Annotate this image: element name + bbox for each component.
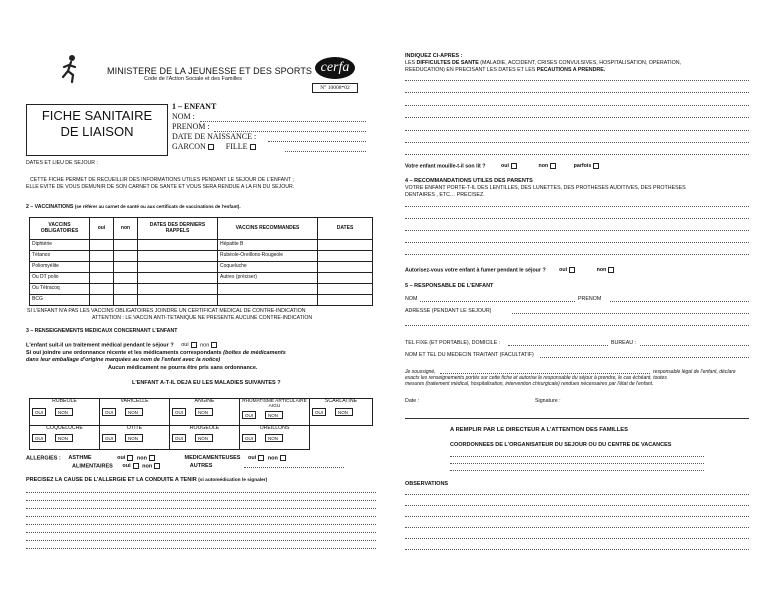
enfant-prenom-label: PRENOM : <box>172 122 210 131</box>
fumer-oui-checkbox[interactable] <box>569 267 575 273</box>
medic-oui-label: oui <box>248 455 257 462</box>
observations-line[interactable] <box>405 538 749 539</box>
mouille-oui-checkbox[interactable] <box>511 163 517 169</box>
maladie-oui-checkbox[interactable]: OUI <box>102 434 116 442</box>
allergie-line[interactable] <box>26 524 376 525</box>
allergies-label: ALLERGIES : <box>26 455 61 462</box>
enfant-naissance-label: DATE DE NAISSANCE : <box>172 132 257 141</box>
intro-line1: CETTE FICHE PERMET DE RECUEILLIR DES INFORMATIONS UTILES PENDANT LE SEJOUR DE L'ENFANT ; <box>30 177 294 183</box>
mouille-line <box>405 163 601 169</box>
resp-medecin-field[interactable] <box>540 357 749 358</box>
vac-cell[interactable] <box>90 273 114 284</box>
mouille-question: Votre enfant mouille-t-il son lit ? <box>405 163 486 170</box>
med-oui-checkbox[interactable] <box>191 342 197 348</box>
reco-line[interactable] <box>405 218 749 219</box>
difficulte-line[interactable] <box>405 105 749 106</box>
vac-reco-label: Hépatite B <box>218 240 318 251</box>
vac-cell[interactable] <box>138 251 218 262</box>
precautions-bold: PECAUTIONS A PRENDRE. <box>536 66 606 73</box>
vac-col-rappels: DATES DES DERNIERS RAPPELS <box>138 218 218 240</box>
vac-note: (se référer au carnet de santé ou aux certificats de vaccinations de l'enfant). <box>74 204 241 209</box>
resp-prenom-field[interactable] <box>610 301 749 302</box>
autres-field[interactable] <box>244 467 344 468</box>
vac-cell[interactable] <box>114 273 138 284</box>
difficulte-line[interactable] <box>405 117 749 118</box>
enfant-nom-label: NOM : <box>172 112 195 121</box>
allergie-line[interactable] <box>26 500 376 501</box>
vac-heading: 2 – VACCINATIONS <box>26 204 74 210</box>
reco-line[interactable] <box>405 206 749 207</box>
maladie-label: ROUGEOLE <box>189 425 220 431</box>
resp-nom-field[interactable] <box>420 301 575 302</box>
vac-reco-label: Autres (préciser) <box>218 273 318 284</box>
maladie-oui-checkbox[interactable]: OUI <box>32 434 46 442</box>
ministry-title: MINISTERE DE LA JEUNESSE ET DES SPORTS <box>107 66 313 76</box>
coordonnees-label: COORDONNEES DE L'ORGANISATEUR DU SEJOUR OU DU CENTRE DE VACANCES <box>450 442 672 448</box>
vac-cell[interactable] <box>90 240 114 251</box>
difficulte-line[interactable] <box>405 154 749 155</box>
observations-label: OBSERVATIONS <box>405 481 449 487</box>
reco-text1: VOTRE ENFANT PORTE-T-IL DES LENTILLES, DES LUNETTES, DES PROTHESES AUDITIVES, DES PROTHESES <box>405 185 686 191</box>
maladie-non-checkbox[interactable]: NON <box>125 434 143 442</box>
vac-cell[interactable] <box>318 262 373 273</box>
fumer-line <box>405 267 616 273</box>
reco-heading: 4 – RECOMMANDATIONS UTILES DES PARENTS <box>405 178 533 184</box>
observations-line[interactable] <box>405 516 749 517</box>
observations-line[interactable] <box>405 549 749 550</box>
cerfa-number: N° 10008*02 <box>312 83 358 93</box>
maladie-label: SCARLATINE <box>324 398 358 404</box>
allergie-line[interactable] <box>26 532 376 533</box>
vac-cell[interactable] <box>114 295 138 306</box>
maladies-table <box>29 398 373 450</box>
enfant-prenom-field[interactable] <box>214 131 366 132</box>
maladie-label: VARICELLE <box>120 398 149 404</box>
decl-line3: mesures (traitement médical, hospitalisation, intervention chirurgicale) rendues nécessaires par l'état de l'enfant. <box>405 381 654 387</box>
decl-responsable: responsable légal de l'enfant, déclare <box>653 369 736 375</box>
observations-line[interactable] <box>405 505 749 506</box>
vac-col-dates: DATES <box>318 218 373 240</box>
maladie-non-checkbox[interactable]: NON <box>265 411 283 419</box>
vac-cell[interactable] <box>90 295 114 306</box>
medic-non-checkbox[interactable] <box>280 455 286 461</box>
alim-non-label: non <box>142 463 153 470</box>
vac-cell[interactable] <box>138 295 218 306</box>
vac-row-label: Tétanos <box>30 251 90 262</box>
vac-col-obligatoires: VACCINS OBLIGATOIRES <box>30 218 90 240</box>
vac-cell[interactable] <box>114 284 138 295</box>
vac-cell[interactable] <box>138 284 218 295</box>
med-heading: 3 – RENSEIGNEMENTS MEDICAUX CONCERNANT L'ENFANT <box>26 328 178 334</box>
enfant-naissance-field[interactable] <box>268 141 366 142</box>
med-oui-label: oui <box>181 342 189 349</box>
vac-col-recommandes: VACCINS RECOMMANDES <box>218 218 318 240</box>
mouille-parfois-checkbox[interactable] <box>593 163 599 169</box>
fumer-non-label: non <box>596 267 607 274</box>
difficultes-text2: REEDUCATION) EN PRECISANT LES DATES ET LES <box>405 66 536 73</box>
runner-logo <box>59 54 81 84</box>
resp-nom-label: NOM <box>405 296 418 302</box>
mouille-parfois-label: parfois <box>573 163 592 170</box>
reco-line[interactable] <box>405 254 749 255</box>
fille-checkbox[interactable] <box>250 144 256 150</box>
vac-cell[interactable] <box>90 251 114 262</box>
vac-footnote2: ATTENTION : LE VACCIN ANTI-TETANIQUE NE PRESENTE AUCUNE CONTRE-INDICATION <box>92 315 313 321</box>
allergies-block <box>26 455 288 471</box>
maladie-oui-checkbox[interactable]: OUI <box>242 411 256 419</box>
date-label: Date : <box>405 398 420 404</box>
vac-cell[interactable] <box>318 251 373 262</box>
difficulte-line[interactable] <box>405 80 749 81</box>
maladie-label: RHUMATISME ARTICULAIRE AIGU <box>242 399 307 409</box>
maladie-oui-checkbox[interactable]: OUI <box>312 408 326 416</box>
precisez-line <box>26 477 267 484</box>
allergie-line[interactable] <box>26 540 376 541</box>
mouille-oui-label: oui <box>501 163 509 170</box>
vac-row-label: Ou DT polio <box>30 273 90 284</box>
med-ordonnance: Si oui joindre une ordonnance récente et les médicaments correspondants <box>26 349 222 356</box>
coordonnees-line[interactable] <box>450 463 704 464</box>
medic-non-label: non <box>267 455 278 462</box>
vac-cell[interactable] <box>138 273 218 284</box>
vac-col-oui: oui <box>90 218 114 240</box>
fumer-question: Autorisez-vous votre enfant à fumer pendant le séjour ? <box>405 267 546 274</box>
precisez-label: PRECISEZ LA CAUSE DE L'ALLERGIE ET LA CONDUITE A TENIR <box>26 477 197 483</box>
indiquez-heading: INDIQUEZ CI-APRES : <box>405 53 463 59</box>
medic-oui-checkbox[interactable] <box>258 455 264 461</box>
maladie-label: ANGINE <box>194 398 215 404</box>
alim-oui-checkbox[interactable] <box>133 463 139 469</box>
maladie-label: OREILLONS <box>259 425 290 431</box>
title-box <box>26 104 168 156</box>
autres-label: AUTRES <box>189 463 213 470</box>
garcon-label: GARCON <box>172 142 206 151</box>
resp-adresse-field2[interactable] <box>405 325 749 326</box>
maladie-oui-checkbox[interactable]: OUI <box>172 434 186 442</box>
decl-line2: exacts les renseignements portés sur cette fiche et autorise le responsable du séjour à prendre, le cas échéant, toutes <box>405 375 667 381</box>
asthme-non-label: non <box>136 455 148 462</box>
med-block <box>26 342 286 372</box>
resp-tel-label: TEL FIXE (ET PORTABLE), DOMICILE : <box>405 340 501 346</box>
maladie-label: COQUELUCHE <box>46 425 83 431</box>
dates-sejour-label: DATES ET LIEU DE SEJOUR : <box>26 160 98 166</box>
alim-oui-label: oui <box>122 463 131 470</box>
coordonnees-line[interactable] <box>450 470 704 471</box>
maladie-label: RUBEOLE <box>52 398 77 404</box>
maladie-non-checkbox[interactable]: NON <box>125 408 143 416</box>
declaration-text <box>405 369 750 387</box>
maladie-oui-checkbox[interactable]: OUI <box>172 408 186 416</box>
vac-reco-label: Coqueluche <box>218 262 318 273</box>
title-line1: FICHE SANITAIRE <box>41 108 153 123</box>
vac-cell[interactable] <box>138 262 218 273</box>
vac-cell[interactable] <box>114 240 138 251</box>
difficultes-text <box>405 60 750 73</box>
vac-cell[interactable] <box>318 240 373 251</box>
alim-non-checkbox[interactable] <box>154 463 160 469</box>
vac-cell[interactable] <box>318 273 373 284</box>
enfant-heading: 1 – ENFANT <box>172 102 217 111</box>
directeur-rule <box>405 418 749 419</box>
maladie-non-checkbox[interactable]: NON <box>55 434 73 442</box>
enfant-section <box>172 102 258 152</box>
difficulte-line[interactable] <box>405 142 749 143</box>
coordonnees-line[interactable] <box>450 456 704 457</box>
alimentaires-label: ALIMENTAIRES <box>72 463 113 470</box>
med-non-checkbox[interactable] <box>211 342 217 348</box>
maladie-oui-checkbox[interactable]: OUI <box>102 408 116 416</box>
difficultes-les: LES <box>405 60 416 66</box>
fumer-non-checkbox[interactable] <box>608 267 614 273</box>
fille-label: FILLE <box>225 142 248 151</box>
ministry-code: Code de l'Action Sociale et des Familles <box>144 76 242 82</box>
cerfa-logo: cerfa <box>315 57 355 79</box>
asthme-oui-checkbox[interactable] <box>127 455 133 461</box>
vac-cell[interactable] <box>114 262 138 273</box>
difficulte-line[interactable] <box>405 130 749 131</box>
maladie-non-checkbox[interactable]: NON <box>195 408 213 416</box>
vac-cell[interactable] <box>138 240 218 251</box>
vac-reco-label <box>218 284 318 295</box>
resp-prenom-label: PRENOM <box>578 296 602 302</box>
maladie-non-checkbox[interactable]: NON <box>265 434 283 442</box>
allergie-line[interactable] <box>26 508 376 509</box>
maladie-non-checkbox[interactable]: NON <box>335 408 353 416</box>
vac-row-label: Poliomyélite <box>30 262 90 273</box>
allergie-line[interactable] <box>26 492 376 493</box>
vac-col-non: non <box>114 218 138 240</box>
maladie-oui-checkbox[interactable]: OUI <box>242 434 256 442</box>
asthme-non-checkbox[interactable] <box>149 455 155 461</box>
vac-cell[interactable] <box>318 284 373 295</box>
vac-cell[interactable] <box>114 251 138 262</box>
vac-row-label: Ou Tétracoq <box>30 284 90 295</box>
resp-adresse-field[interactable] <box>512 313 749 314</box>
maladie-label: OTITE <box>126 425 143 431</box>
med-question: L'enfant suit-il un traitement médical pendant le séjour ? <box>26 342 174 349</box>
asthme-oui-label: oui <box>117 455 126 462</box>
mouille-non-label: non <box>538 163 549 170</box>
allergie-line[interactable] <box>26 516 376 517</box>
difficulte-line[interactable] <box>405 92 749 93</box>
resp-bureau-label: BUREAU : <box>611 340 637 346</box>
reco-text <box>405 185 686 198</box>
vac-row-label: BCG <box>30 295 90 306</box>
vac-row-label: Diphtérie <box>30 240 90 251</box>
observations-line[interactable] <box>405 494 749 495</box>
vac-cell[interactable] <box>318 295 373 306</box>
enfant-extra-field[interactable] <box>285 151 366 152</box>
reco-line[interactable] <box>405 230 749 231</box>
vac-cell[interactable] <box>90 262 114 273</box>
resp-bureau-field[interactable] <box>640 345 749 346</box>
difficultes-text1: (MALADIE, ACCIDENT, CRISES CONVULSIVES, HOSPITALISATION, OPERATION, <box>480 60 682 66</box>
resp-medecin-label: NOM ET TEL DU MEDECIN TRAITANT (FACULTATIF) <box>405 352 534 358</box>
signature-label: Signature : <box>535 398 561 404</box>
enfant-nom-field[interactable] <box>200 121 366 122</box>
maladies-question: L'ENFANT A-T-IL DEJA EU LES MALADIES SUIVANTES ? <box>132 380 281 386</box>
med-non-label: non <box>200 342 210 349</box>
fumer-oui-label: oui <box>559 267 568 274</box>
maladie-non-checkbox[interactable]: NON <box>55 408 73 416</box>
decl-name-field[interactable] <box>440 373 650 374</box>
observations-line[interactable] <box>405 527 749 528</box>
resp-tel-field[interactable] <box>508 345 608 346</box>
med-emballage: dans leur emballage d'origine marquées au nom de l'enfant avec la notice) <box>26 357 221 364</box>
reco-line[interactable] <box>405 242 749 243</box>
reco-text2: DENTAIRES , ETC… PRECISEZ. <box>405 191 485 198</box>
mouille-non-checkbox[interactable] <box>550 163 556 169</box>
allergie-line[interactable] <box>26 548 376 549</box>
precisez-note: (si automédication le signaler) <box>198 478 268 483</box>
med-sans-ordonnance: Aucun médicament ne pourra être pris sans ordonnance. <box>108 364 258 371</box>
vac-reco-label: Rubéole-Oreillons-Rougeole <box>218 251 318 262</box>
resp-adresse-label: ADRESSE (PENDANT LE SEJOUR) <box>405 308 492 314</box>
vaccination-table <box>29 217 373 306</box>
maladie-oui-checkbox[interactable]: OUI <box>32 408 46 416</box>
difficultes-bold: DIFFICULTES DE SANTE <box>416 60 479 66</box>
intro-line2: ELLE EVITE DE VOUS DEMUNIR DE SON CARNET DE SANTE ET VOUS SERA RENDUE A LA FIN DU SEJOUR. <box>26 184 295 190</box>
vac-reco-label <box>218 295 318 306</box>
resp-heading: 5 – RESPONSABLE DE L'ENFANT <box>405 283 494 289</box>
vac-footnote1: SI L'ENFANT N'A PAS LES VACCINS OBLIGATOIRES JOINDRE UN CERTIFICAT MEDICAL DE CONTRE-INDICATION <box>27 308 306 314</box>
maladie-non-checkbox[interactable]: NON <box>195 434 213 442</box>
title-line2: DE LIAISON <box>60 123 134 139</box>
medicamenteuses-label: MEDICAMENTEUSES <box>184 455 241 462</box>
vac-cell[interactable] <box>90 284 114 295</box>
asthme-label: ASTHME <box>68 455 92 462</box>
garcon-checkbox[interactable] <box>208 144 214 150</box>
decl-soussigne: Je soussigné, <box>405 369 436 375</box>
med-boites: (boîtes de médicaments <box>223 349 286 356</box>
directeur-heading: A REMPLIR PAR LE DIRECTEUR A L'ATTENTION DES FAMILLES <box>450 427 628 433</box>
